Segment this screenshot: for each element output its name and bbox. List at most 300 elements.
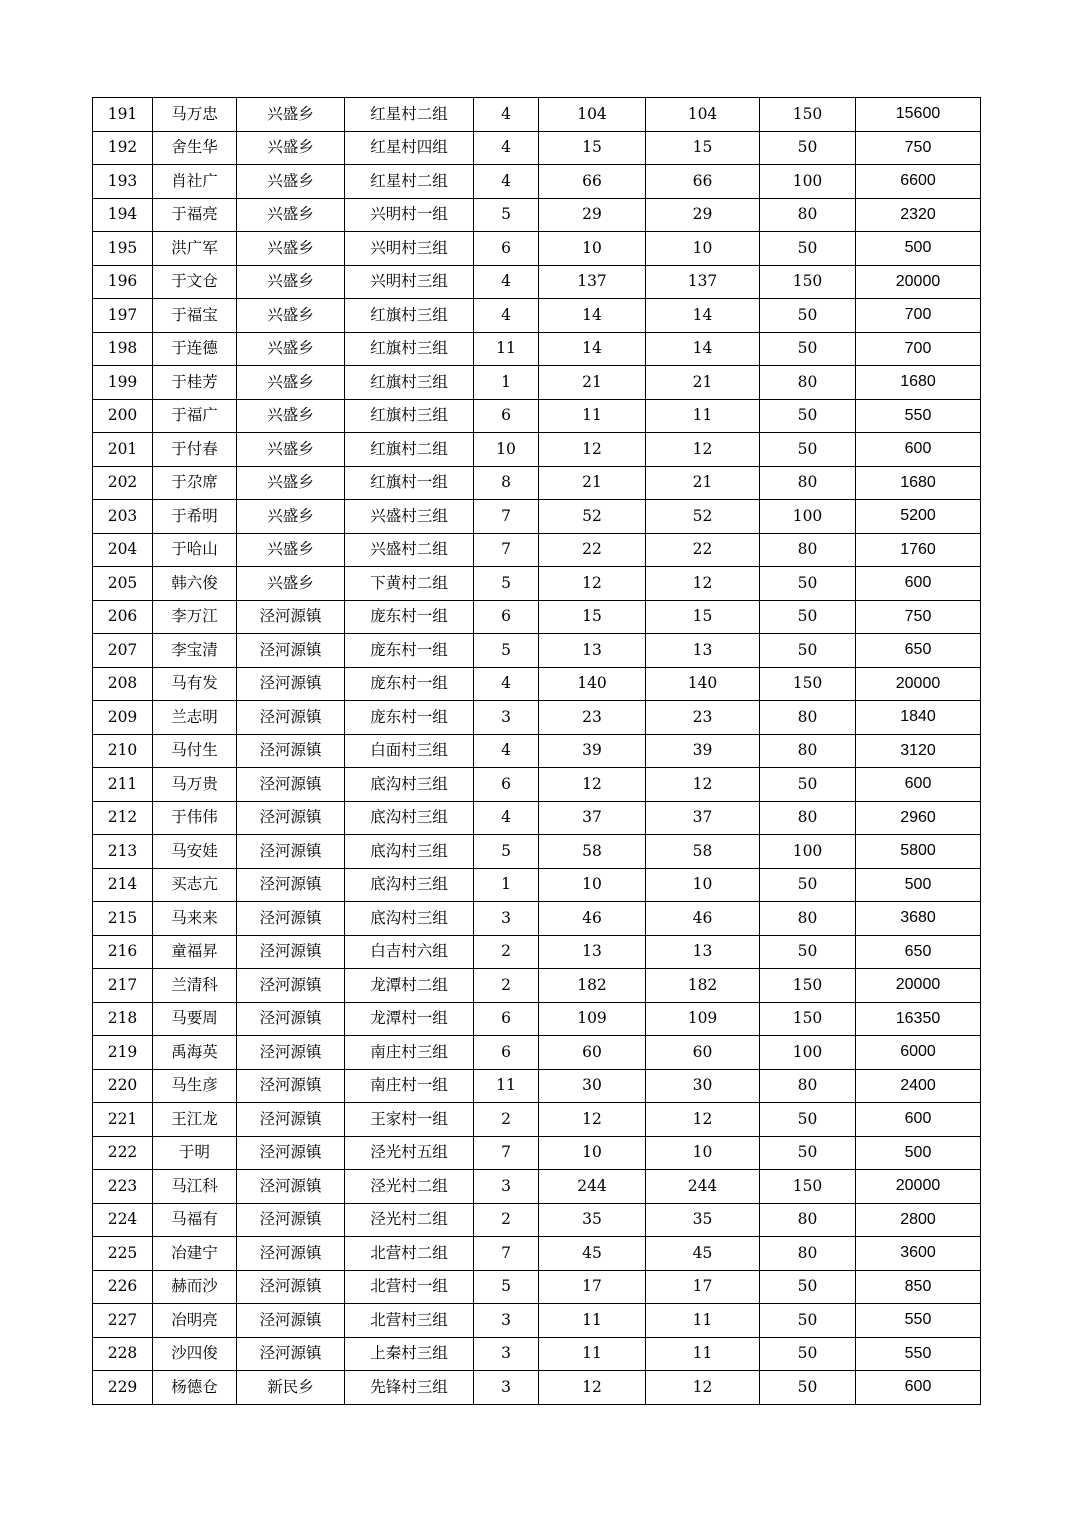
amount-cell: 750	[856, 131, 981, 165]
row-index-cell: 196	[93, 265, 153, 299]
township-cell: 泾河源镇	[237, 1203, 345, 1237]
verified-quantity-cell: 45	[646, 1237, 760, 1271]
name-cell: 于伟伟	[153, 801, 237, 835]
amount-cell: 650	[856, 634, 981, 668]
household-size-cell: 11	[474, 332, 539, 366]
unit-rate-cell: 100	[760, 835, 856, 869]
verified-quantity-cell: 21	[646, 466, 760, 500]
township-cell: 泾河源镇	[237, 1002, 345, 1036]
name-cell: 洪广军	[153, 232, 237, 266]
household-size-cell: 4	[474, 165, 539, 199]
quantity-cell: 13	[539, 634, 646, 668]
table-row	[93, 500, 981, 534]
table-row	[93, 600, 981, 634]
verified-quantity-cell: 60	[646, 1036, 760, 1070]
row-index-cell: 208	[93, 667, 153, 701]
row-index-cell: 191	[93, 98, 153, 132]
quantity-cell: 52	[539, 500, 646, 534]
quantity-cell: 17	[539, 1270, 646, 1304]
quantity-cell: 46	[539, 902, 646, 936]
unit-rate-cell: 150	[760, 969, 856, 1003]
table-row	[93, 667, 981, 701]
village-group-cell: 兴明村一组	[345, 198, 474, 232]
name-cell: 沙四俊	[153, 1337, 237, 1371]
amount-cell: 1680	[856, 366, 981, 400]
table-row	[93, 399, 981, 433]
name-cell: 马江科	[153, 1170, 237, 1204]
amount-cell: 700	[856, 332, 981, 366]
table-row	[93, 1036, 981, 1070]
village-group-cell: 兴盛村三组	[345, 500, 474, 534]
quantity-cell: 14	[539, 332, 646, 366]
unit-rate-cell: 50	[760, 1304, 856, 1338]
row-index-cell: 200	[93, 399, 153, 433]
table-row	[93, 265, 981, 299]
name-cell: 于希明	[153, 500, 237, 534]
township-cell: 泾河源镇	[237, 1103, 345, 1137]
amount-cell: 500	[856, 1136, 981, 1170]
quantity-cell: 11	[539, 1304, 646, 1338]
table-body	[93, 98, 981, 1405]
unit-rate-cell: 80	[760, 198, 856, 232]
name-cell: 兰清科	[153, 969, 237, 1003]
village-group-cell: 北营村二组	[345, 1237, 474, 1271]
village-group-cell: 上秦村三组	[345, 1337, 474, 1371]
name-cell: 马万忠	[153, 98, 237, 132]
village-group-cell: 王家村一组	[345, 1103, 474, 1137]
unit-rate-cell: 50	[760, 600, 856, 634]
unit-rate-cell: 150	[760, 1170, 856, 1204]
row-index-cell: 220	[93, 1069, 153, 1103]
unit-rate-cell: 80	[760, 366, 856, 400]
unit-rate-cell: 50	[760, 1270, 856, 1304]
quantity-cell: 22	[539, 533, 646, 567]
verified-quantity-cell: 12	[646, 1103, 760, 1137]
verified-quantity-cell: 66	[646, 165, 760, 199]
table-row	[93, 299, 981, 333]
village-group-cell: 底沟村三组	[345, 868, 474, 902]
household-size-cell: 7	[474, 533, 539, 567]
row-index-cell: 224	[93, 1203, 153, 1237]
quantity-cell: 11	[539, 1337, 646, 1371]
village-group-cell: 底沟村三组	[345, 768, 474, 802]
verified-quantity-cell: 58	[646, 835, 760, 869]
name-cell: 于明	[153, 1136, 237, 1170]
unit-rate-cell: 50	[760, 399, 856, 433]
village-group-cell: 底沟村三组	[345, 902, 474, 936]
household-size-cell: 4	[474, 667, 539, 701]
township-cell: 兴盛乡	[237, 433, 345, 467]
amount-cell: 2400	[856, 1069, 981, 1103]
unit-rate-cell: 80	[760, 1237, 856, 1271]
row-index-cell: 199	[93, 366, 153, 400]
table-row	[93, 1136, 981, 1170]
quantity-cell: 60	[539, 1036, 646, 1070]
name-cell: 于桂芳	[153, 366, 237, 400]
township-cell: 泾河源镇	[237, 600, 345, 634]
household-size-cell: 5	[474, 198, 539, 232]
household-size-cell: 8	[474, 466, 539, 500]
unit-rate-cell: 50	[760, 768, 856, 802]
amount-cell: 650	[856, 935, 981, 969]
name-cell: 兰志明	[153, 701, 237, 735]
township-cell: 泾河源镇	[237, 969, 345, 1003]
village-group-cell: 南庄村一组	[345, 1069, 474, 1103]
row-index-cell: 227	[93, 1304, 153, 1338]
verified-quantity-cell: 22	[646, 533, 760, 567]
amount-cell: 600	[856, 1103, 981, 1137]
unit-rate-cell: 50	[760, 433, 856, 467]
row-index-cell: 216	[93, 935, 153, 969]
quantity-cell: 45	[539, 1237, 646, 1271]
township-cell: 兴盛乡	[237, 98, 345, 132]
unit-rate-cell: 150	[760, 667, 856, 701]
township-cell: 兴盛乡	[237, 366, 345, 400]
household-size-cell: 7	[474, 1237, 539, 1271]
verified-quantity-cell: 39	[646, 734, 760, 768]
household-size-cell: 2	[474, 969, 539, 1003]
table-row	[93, 1170, 981, 1204]
township-cell: 兴盛乡	[237, 265, 345, 299]
village-group-cell: 北营村三组	[345, 1304, 474, 1338]
township-cell: 泾河源镇	[237, 1270, 345, 1304]
name-cell: 肖社广	[153, 165, 237, 199]
row-index-cell: 202	[93, 466, 153, 500]
village-group-cell: 兴盛村二组	[345, 533, 474, 567]
unit-rate-cell: 80	[760, 701, 856, 735]
table-row	[93, 1069, 981, 1103]
row-index-cell: 210	[93, 734, 153, 768]
township-cell: 泾河源镇	[237, 801, 345, 835]
unit-rate-cell: 80	[760, 533, 856, 567]
name-cell: 马来来	[153, 902, 237, 936]
amount-cell: 5800	[856, 835, 981, 869]
table-row	[93, 1103, 981, 1137]
name-cell: 禹海英	[153, 1036, 237, 1070]
verified-quantity-cell: 12	[646, 1371, 760, 1405]
household-size-cell: 4	[474, 265, 539, 299]
amount-cell: 20000	[856, 265, 981, 299]
table-row	[93, 634, 981, 668]
table-row	[93, 466, 981, 500]
verified-quantity-cell: 137	[646, 265, 760, 299]
verified-quantity-cell: 11	[646, 399, 760, 433]
row-index-cell: 229	[93, 1371, 153, 1405]
verified-quantity-cell: 15	[646, 131, 760, 165]
amount-cell: 20000	[856, 667, 981, 701]
village-group-cell: 红旗村一组	[345, 466, 474, 500]
table-row	[93, 935, 981, 969]
unit-rate-cell: 50	[760, 868, 856, 902]
verified-quantity-cell: 13	[646, 935, 760, 969]
township-cell: 兴盛乡	[237, 198, 345, 232]
amount-cell: 1840	[856, 701, 981, 735]
name-cell: 童福昇	[153, 935, 237, 969]
unit-rate-cell: 80	[760, 902, 856, 936]
amount-cell: 5200	[856, 500, 981, 534]
village-group-cell: 龙潭村一组	[345, 1002, 474, 1036]
household-size-cell: 5	[474, 567, 539, 601]
household-size-cell: 7	[474, 500, 539, 534]
household-size-cell: 6	[474, 1036, 539, 1070]
household-size-cell: 4	[474, 734, 539, 768]
township-cell: 泾河源镇	[237, 634, 345, 668]
household-size-cell: 2	[474, 935, 539, 969]
unit-rate-cell: 80	[760, 1069, 856, 1103]
household-size-cell: 3	[474, 701, 539, 735]
quantity-cell: 21	[539, 466, 646, 500]
subsidy-table	[92, 97, 981, 1405]
amount-cell: 20000	[856, 1170, 981, 1204]
verified-quantity-cell: 13	[646, 634, 760, 668]
name-cell: 李宝清	[153, 634, 237, 668]
verified-quantity-cell: 244	[646, 1170, 760, 1204]
name-cell: 马福有	[153, 1203, 237, 1237]
household-size-cell: 4	[474, 299, 539, 333]
quantity-cell: 21	[539, 366, 646, 400]
unit-rate-cell: 80	[760, 1203, 856, 1237]
row-index-cell: 203	[93, 500, 153, 534]
verified-quantity-cell: 10	[646, 232, 760, 266]
unit-rate-cell: 50	[760, 567, 856, 601]
name-cell: 于连德	[153, 332, 237, 366]
township-cell: 兴盛乡	[237, 567, 345, 601]
row-index-cell: 219	[93, 1036, 153, 1070]
amount-cell: 2960	[856, 801, 981, 835]
row-index-cell: 223	[93, 1170, 153, 1204]
table-row	[93, 1337, 981, 1371]
household-size-cell: 5	[474, 835, 539, 869]
unit-rate-cell: 50	[760, 935, 856, 969]
village-group-cell: 红旗村三组	[345, 399, 474, 433]
name-cell: 于哈山	[153, 533, 237, 567]
village-group-cell: 泾光村五组	[345, 1136, 474, 1170]
unit-rate-cell: 80	[760, 466, 856, 500]
village-group-cell: 庞东村一组	[345, 701, 474, 735]
unit-rate-cell: 80	[760, 801, 856, 835]
verified-quantity-cell: 23	[646, 701, 760, 735]
name-cell: 李万江	[153, 600, 237, 634]
amount-cell: 2320	[856, 198, 981, 232]
amount-cell: 550	[856, 1337, 981, 1371]
village-group-cell: 先锋村三组	[345, 1371, 474, 1405]
township-cell: 泾河源镇	[237, 1136, 345, 1170]
row-index-cell: 205	[93, 567, 153, 601]
table-row	[93, 366, 981, 400]
name-cell: 买志亢	[153, 868, 237, 902]
amount-cell: 600	[856, 567, 981, 601]
household-size-cell: 4	[474, 98, 539, 132]
table-row	[93, 1002, 981, 1036]
table-row	[93, 969, 981, 1003]
household-size-cell: 6	[474, 399, 539, 433]
name-cell: 马付生	[153, 734, 237, 768]
row-index-cell: 206	[93, 600, 153, 634]
name-cell: 于福亮	[153, 198, 237, 232]
household-size-cell: 3	[474, 1304, 539, 1338]
row-index-cell: 201	[93, 433, 153, 467]
name-cell: 马生彦	[153, 1069, 237, 1103]
table-row	[93, 131, 981, 165]
township-cell: 泾河源镇	[237, 902, 345, 936]
household-size-cell: 5	[474, 1270, 539, 1304]
village-group-cell: 南庄村三组	[345, 1036, 474, 1070]
quantity-cell: 39	[539, 734, 646, 768]
household-size-cell: 3	[474, 1337, 539, 1371]
table-row	[93, 533, 981, 567]
unit-rate-cell: 50	[760, 299, 856, 333]
quantity-cell: 12	[539, 567, 646, 601]
village-group-cell: 兴明村三组	[345, 232, 474, 266]
township-cell: 泾河源镇	[237, 1170, 345, 1204]
amount-cell: 550	[856, 1304, 981, 1338]
household-size-cell: 3	[474, 1371, 539, 1405]
amount-cell: 1760	[856, 533, 981, 567]
row-index-cell: 221	[93, 1103, 153, 1137]
quantity-cell: 23	[539, 701, 646, 735]
unit-rate-cell: 150	[760, 98, 856, 132]
village-group-cell: 庞东村一组	[345, 667, 474, 701]
amount-cell: 2800	[856, 1203, 981, 1237]
name-cell: 韩六俊	[153, 567, 237, 601]
household-size-cell: 3	[474, 902, 539, 936]
row-index-cell: 198	[93, 332, 153, 366]
quantity-cell: 30	[539, 1069, 646, 1103]
table-row	[93, 835, 981, 869]
name-cell: 舍生华	[153, 131, 237, 165]
quantity-cell: 58	[539, 835, 646, 869]
name-cell: 马有发	[153, 667, 237, 701]
household-size-cell: 6	[474, 1002, 539, 1036]
quantity-cell: 11	[539, 399, 646, 433]
township-cell: 泾河源镇	[237, 1237, 345, 1271]
township-cell: 泾河源镇	[237, 1036, 345, 1070]
unit-rate-cell: 50	[760, 1337, 856, 1371]
name-cell: 冶明亮	[153, 1304, 237, 1338]
row-index-cell: 195	[93, 232, 153, 266]
township-cell: 兴盛乡	[237, 299, 345, 333]
table-row	[93, 1203, 981, 1237]
unit-rate-cell: 100	[760, 500, 856, 534]
table-row	[93, 198, 981, 232]
name-cell: 赫而沙	[153, 1270, 237, 1304]
village-group-cell: 下黄村二组	[345, 567, 474, 601]
verified-quantity-cell: 10	[646, 868, 760, 902]
household-size-cell: 3	[474, 1170, 539, 1204]
row-index-cell: 209	[93, 701, 153, 735]
row-index-cell: 228	[93, 1337, 153, 1371]
unit-rate-cell: 50	[760, 232, 856, 266]
township-cell: 兴盛乡	[237, 500, 345, 534]
row-index-cell: 226	[93, 1270, 153, 1304]
verified-quantity-cell: 104	[646, 98, 760, 132]
township-cell: 泾河源镇	[237, 1304, 345, 1338]
unit-rate-cell: 50	[760, 1136, 856, 1170]
village-group-cell: 红旗村三组	[345, 366, 474, 400]
table-row	[93, 768, 981, 802]
table-row	[93, 734, 981, 768]
row-index-cell: 218	[93, 1002, 153, 1036]
amount-cell: 600	[856, 768, 981, 802]
table-row	[93, 232, 981, 266]
household-size-cell: 2	[474, 1203, 539, 1237]
unit-rate-cell: 100	[760, 1036, 856, 1070]
township-cell: 兴盛乡	[237, 232, 345, 266]
quantity-cell: 10	[539, 1136, 646, 1170]
unit-rate-cell: 50	[760, 1371, 856, 1405]
quantity-cell: 15	[539, 600, 646, 634]
village-group-cell: 北营村一组	[345, 1270, 474, 1304]
household-size-cell: 1	[474, 868, 539, 902]
quantity-cell: 244	[539, 1170, 646, 1204]
unit-rate-cell: 150	[760, 265, 856, 299]
village-group-cell: 白面村三组	[345, 734, 474, 768]
table-row	[93, 332, 981, 366]
quantity-cell: 35	[539, 1203, 646, 1237]
village-group-cell: 龙潭村二组	[345, 969, 474, 1003]
village-group-cell: 兴明村三组	[345, 265, 474, 299]
quantity-cell: 12	[539, 1371, 646, 1405]
row-index-cell: 215	[93, 902, 153, 936]
row-index-cell: 204	[93, 533, 153, 567]
name-cell: 于福广	[153, 399, 237, 433]
amount-cell: 6000	[856, 1036, 981, 1070]
amount-cell: 600	[856, 433, 981, 467]
verified-quantity-cell: 11	[646, 1304, 760, 1338]
township-cell: 兴盛乡	[237, 165, 345, 199]
village-group-cell: 白吉村六组	[345, 935, 474, 969]
row-index-cell: 192	[93, 131, 153, 165]
verified-quantity-cell: 21	[646, 366, 760, 400]
verified-quantity-cell: 30	[646, 1069, 760, 1103]
table-row	[93, 433, 981, 467]
township-cell: 兴盛乡	[237, 399, 345, 433]
amount-cell: 1680	[856, 466, 981, 500]
township-cell: 兴盛乡	[237, 131, 345, 165]
table-row	[93, 567, 981, 601]
township-cell: 泾河源镇	[237, 1069, 345, 1103]
table-row	[93, 902, 981, 936]
amount-cell: 850	[856, 1270, 981, 1304]
verified-quantity-cell: 35	[646, 1203, 760, 1237]
amount-cell: 16350	[856, 1002, 981, 1036]
row-index-cell: 194	[93, 198, 153, 232]
quantity-cell: 15	[539, 131, 646, 165]
household-size-cell: 2	[474, 1103, 539, 1137]
quantity-cell: 37	[539, 801, 646, 835]
amount-cell: 500	[856, 232, 981, 266]
table-row	[93, 1237, 981, 1271]
township-cell: 新民乡	[237, 1371, 345, 1405]
verified-quantity-cell: 14	[646, 299, 760, 333]
name-cell: 马要周	[153, 1002, 237, 1036]
quantity-cell: 140	[539, 667, 646, 701]
unit-rate-cell: 50	[760, 332, 856, 366]
verified-quantity-cell: 11	[646, 1337, 760, 1371]
amount-cell: 6600	[856, 165, 981, 199]
unit-rate-cell: 80	[760, 734, 856, 768]
row-index-cell: 213	[93, 835, 153, 869]
unit-rate-cell: 50	[760, 131, 856, 165]
household-size-cell: 6	[474, 232, 539, 266]
name-cell: 于文仓	[153, 265, 237, 299]
township-cell: 兴盛乡	[237, 332, 345, 366]
row-index-cell: 225	[93, 1237, 153, 1271]
quantity-cell: 12	[539, 433, 646, 467]
village-group-cell: 庞东村一组	[345, 600, 474, 634]
verified-quantity-cell: 12	[646, 768, 760, 802]
quantity-cell: 137	[539, 265, 646, 299]
